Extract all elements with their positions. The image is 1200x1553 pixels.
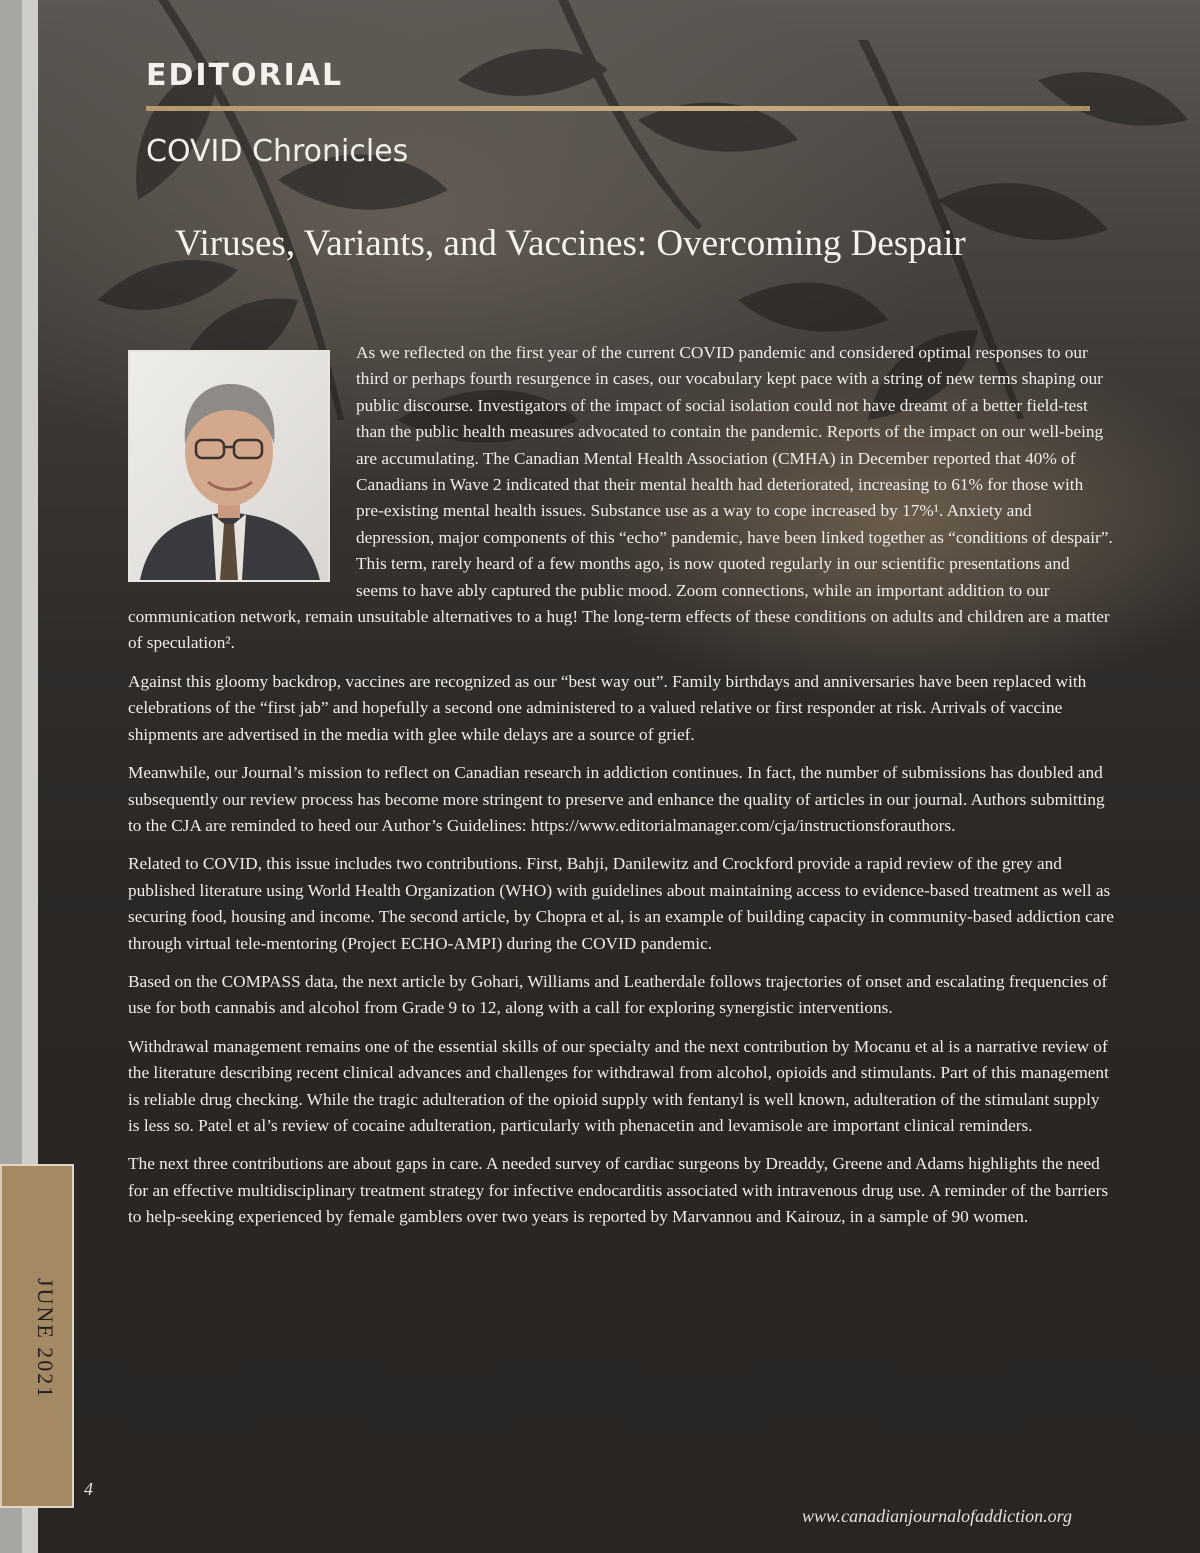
article-paragraph: The next three contributions are about gaps in care. A needed survey of cardiac surgeons by Dreaddy, Greene and Adams highlights the need for an effective multidisciplinary treatment strategy for infective endocarditis associated with intravenous drug use. A reminder of the barriers to help-seeking experienced by female gamblers over two years is reported by Marvannou and Kairouz, in a sample of 90 women.	[128, 1154, 1109, 1227]
article-body	[128, 340, 1114, 1243]
article-paragraph: Against this gloomy backdrop, vaccines are recognized as our “best way out”. Family birthdays and anniversaries have been replaced with celebrations of the “first jab” and hopefully a second one administered to a valued relative or first responder at risk. Arrivals of vaccine shipments are advertised in the media with glee while delays are a source of grief.	[128, 671, 1087, 744]
journal-url[interactable]: www.canadianjournalofaddiction.org	[801, 1506, 1072, 1526]
article-paragraph: Meanwhile, our Journal’s mission to reflect on Canadian research in addiction continues. In fact, the number of submissions has doubled and subsequently our review process has become more stringent to preserve and enhance the quality of articles in our journal. Authors submitting to the CJA are reminded to heed our Author’s Guidelines: https://www.editorialmanager.com/cja/instructionsforauthors.	[128, 763, 1105, 835]
photo-wrap-space	[128, 340, 356, 590]
article-paragraph: Withdrawal management remains one of the essential skills of our specialty and the next contribution by Mocanu et al is a narrative review of the literature describing recent clinical advances and challenges for withdrawal from alcohol, opioids and stimulants. Part of this management is reliable drug checking. While the tragic adulteration of the opioid supply with fentanyl is well known, adulteration of the stimulant supply is less so. Patel et al’s review of cocaine adulteration, particularly with phenacetin and levamisole are important clinical reminders.	[128, 1036, 1109, 1135]
page-number: 4	[84, 1479, 93, 1499]
issue-date-label: JUNE 2021	[33, 1278, 58, 1400]
column-name: COVID Chronicles	[146, 134, 409, 169]
section-label: EDITORIAL	[146, 58, 344, 93]
header-divider	[146, 106, 1090, 111]
article-title: Viruses, Variants, and Vaccines: Overcoming Despair	[175, 223, 966, 264]
article-paragraph: Based on the COMPASS data, the next article by Gohari, Williams and Leatherdale follows trajectories of onset and escalating frequencies of use for both cannabis and alcohol from Grade 9 to 12, along with a call for exploring synergistic interventions.	[128, 971, 1108, 1018]
article-paragraph: Related to COVID, this issue includes two contributions. First, Bahji, Danilewitz and Crockford provide a rapid review of the grey and published literature using World Health Organization (WHO) with guidelines about maintaining access to evidence-based treatment as well as securing food, housing and income. The second article, by Chopra et al, is an example of building capacity in community-based addiction care through virtual tele-mentoring (Project ECHO-AMPI) during the COVID pandemic.	[128, 854, 1114, 953]
article-paragraph: As we reflected on the first year of the current COVID pandemic and considered optimal responses to our third or perhaps fourth resurgence in cases, our vocabulary kept pace with a string of new terms shaping our public discourse. Investigators of the impact of social isolation could not have dreamt of a better field-test than the public health measures advocated to contain the pandemic. Reports of the impact on our well-being are accumulating. The Canadian Mental Health Association (CMHA) in December reported that 40% of Canadians in Wave 2 indicated that their mental health had deteriorated, increasing to 61% for those with pre-existing mental health issues. Substance use as a way to cope increased by 17%¹. Anxiety and depression, major components of this “echo” pandemic, have been linked together as “conditions of despair”. This term, rarely heard of a few months ago, is now quoted regularly in our scientific presentations and seems to have ably captured the public mood. Zoom connections, while an important addition to our communication network, remain unsuitable alternatives to a hug! The long-term effects of these conditions on adults and children are a matter of speculation².	[128, 343, 1113, 653]
